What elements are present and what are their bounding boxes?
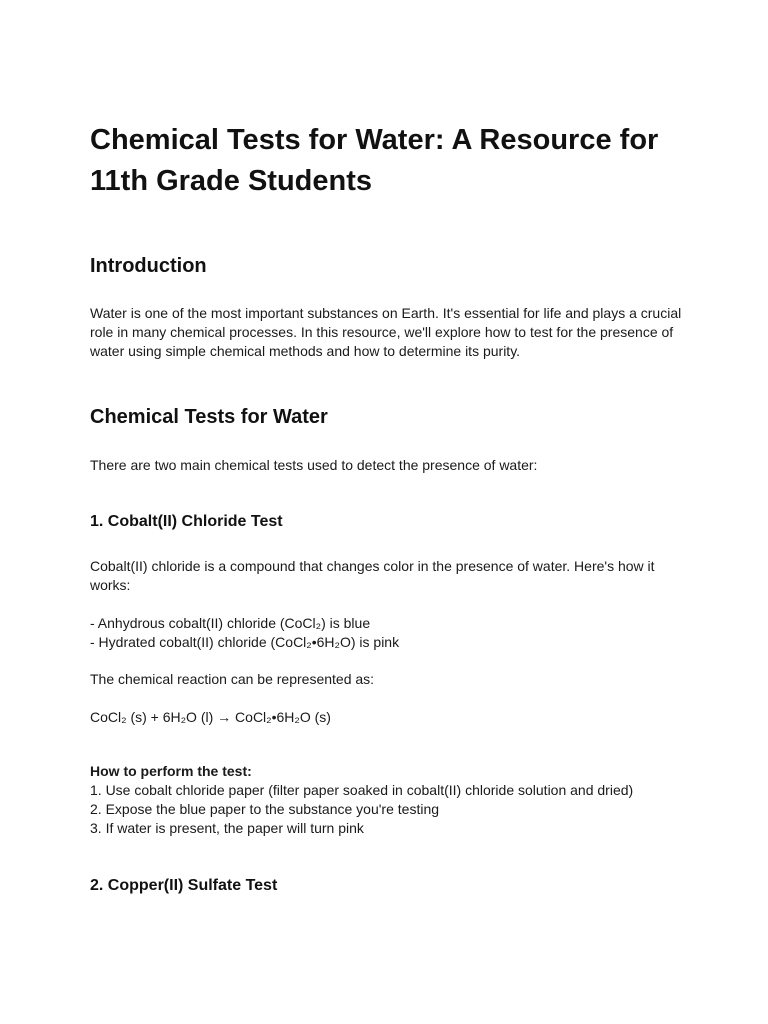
introduction-paragraph: Water is one of the most important substances on Earth. It's essential for life and plays a crucial role in many chemical processes. In this resource, we'll explore how to test for the presence of water using simple chemical methods and how to determine its purity. [90, 305, 682, 359]
chemical-tests-heading: Chemical Tests for Water [90, 406, 328, 428]
document-title: Chemical Tests for Water: A Resource for 11th Grade Students [90, 124, 659, 197]
procedure-step: 3. If water is present, the paper will turn pink [90, 820, 364, 836]
procedure-step: 2. Expose the blue paper to the substance you're testing [90, 801, 440, 817]
introduction-heading: Introduction [90, 255, 207, 277]
list-item: - Anhydrous cobalt(II) chloride (CoCl₂) is blue [90, 615, 371, 631]
chemical-tests-intro: There are two main chemical tests used to detect the presence of water: [90, 457, 538, 473]
cobalt-test-description: Cobalt(II) chloride is a compound that changes color in the presence of water. Here's how it works: [90, 558, 655, 593]
procedure-section [90, 762, 686, 838]
cobalt-properties-list [90, 614, 686, 652]
copper-test-heading: 2. Copper(II) Sulfate Test [90, 877, 278, 894]
reaction-intro: The chemical reaction can be represented as: [90, 671, 375, 687]
list-item: - Hydrated cobalt(II) chloride (CoCl₂•6H₂O) is pink [90, 634, 400, 650]
cobalt-test-heading: 1. Cobalt(II) Chloride Test [90, 513, 283, 530]
procedure-heading: How to perform the test: [90, 763, 252, 779]
procedure-step: 1. Use cobalt chloride paper (filter paper soaked in cobalt(II) chloride solution and dried) [90, 782, 634, 798]
chemical-equation: CoCl₂ (s) + 6H₂O (l) → CoCl₂•6H₂O (s) [90, 709, 331, 725]
